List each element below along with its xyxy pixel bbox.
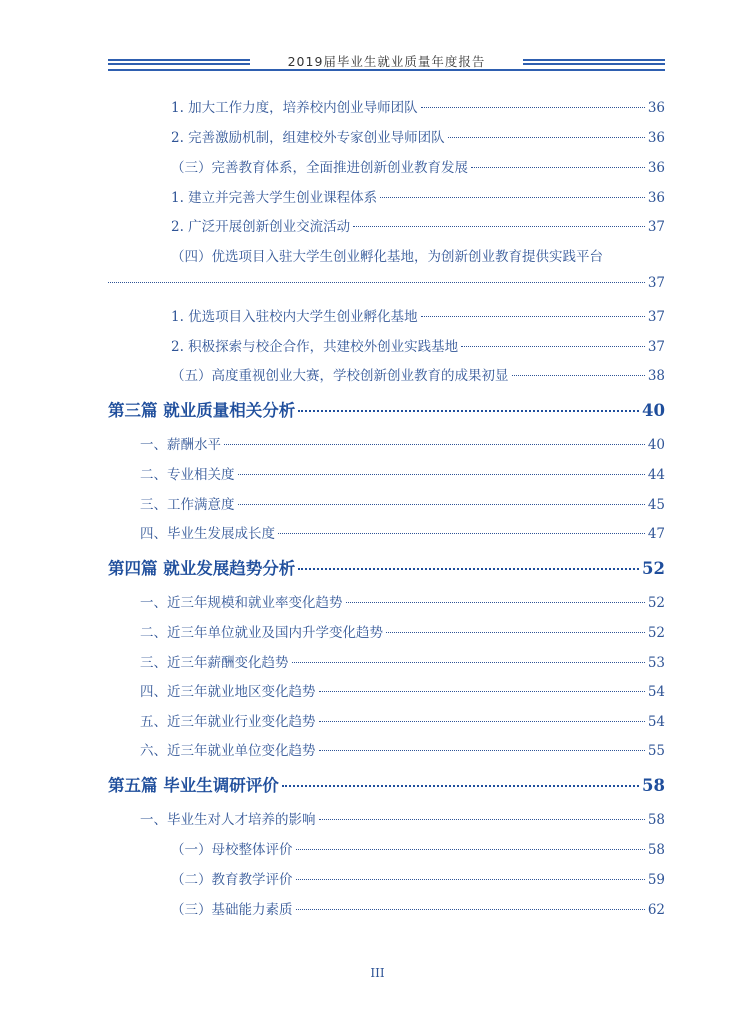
toc-entry[interactable] xyxy=(140,463,665,483)
toc-leader-dots xyxy=(238,474,645,475)
toc-leader-dots xyxy=(380,197,645,198)
toc-entry[interactable] xyxy=(171,305,665,325)
header-title: 2019届毕业生就业质量年度报告 xyxy=(287,54,486,69)
toc-leader-dots xyxy=(346,602,645,603)
toc-entry-title: 一、毕业生对人才培养的影响 xyxy=(140,812,316,828)
toc-part-heading[interactable] xyxy=(108,772,665,796)
toc-entry-page: 54 xyxy=(647,714,665,730)
toc-leader-dots xyxy=(298,568,639,570)
toc-leader-dots xyxy=(296,879,645,880)
toc-entry[interactable] xyxy=(140,680,665,700)
running-header xyxy=(108,52,665,72)
toc-entry-title: 二、近三年单位就业及国内升学变化趋势 xyxy=(140,625,383,641)
toc-entry-page: 37 xyxy=(647,309,665,325)
toc-leader-dots xyxy=(108,282,645,283)
toc-leader-dots xyxy=(353,226,645,227)
toc-leader-dots xyxy=(448,137,645,138)
toc-entry-page: 52 xyxy=(642,559,665,578)
toc-entry-page: 58 xyxy=(642,776,665,795)
toc-entry-page: 36 xyxy=(647,130,665,146)
toc-entry-title: 1. 优选项目入驻校内大学生创业孵化基地 xyxy=(171,309,418,325)
toc-leader-dots xyxy=(319,819,645,820)
toc-entry-page: 58 xyxy=(647,842,665,858)
toc-entry-title: （五）高度重视创业大赛，学校创新创业教育的成果初显 xyxy=(171,368,509,384)
toc-entry-title: 五、近三年就业行业变化趋势 xyxy=(140,714,316,730)
toc-leader-dots xyxy=(278,533,645,534)
toc-leader-dots xyxy=(319,721,645,722)
toc-entry-title: 三、近三年薪酬变化趋势 xyxy=(140,655,289,671)
toc-entry[interactable] xyxy=(171,335,665,355)
header-rule-left-bottom xyxy=(108,63,250,65)
toc-entry-page: 44 xyxy=(647,467,665,483)
toc-entry-title: （一）母校整体评价 xyxy=(171,842,293,858)
toc-leader-dots xyxy=(224,444,645,445)
toc-entry-title: 1. 加大工作力度，培养校内创业导师团队 xyxy=(171,100,418,116)
toc-entry-page: 38 xyxy=(647,368,665,384)
toc-leader-dots xyxy=(421,316,645,317)
toc-leader-dots xyxy=(282,785,639,787)
toc-leader-dots xyxy=(319,691,645,692)
toc-entry[interactable] xyxy=(140,591,665,611)
page-number: III xyxy=(370,966,385,980)
toc-leader-dots xyxy=(238,504,645,505)
toc-entry[interactable] xyxy=(171,96,665,116)
toc-entry[interactable] xyxy=(171,898,665,918)
toc-leader-dots xyxy=(296,909,645,910)
toc-leader-dots xyxy=(319,750,645,751)
toc-entry-title: 第五篇 毕业生调研评价 xyxy=(108,776,279,795)
toc-entry-page: 62 xyxy=(647,902,665,918)
toc-leader-dots xyxy=(386,632,645,633)
toc-entry[interactable] xyxy=(171,126,665,146)
header-rule-right-top xyxy=(523,59,665,61)
toc-entry-page: 37 xyxy=(647,275,665,291)
toc-entry[interactable] xyxy=(171,364,665,384)
toc-entry-title: 2. 完善激励机制，组建校外专家创业导师团队 xyxy=(171,130,445,146)
toc-entry[interactable] xyxy=(140,493,665,513)
toc-leader-dots xyxy=(461,346,645,347)
toc-entry[interactable] xyxy=(140,651,665,671)
toc-entry-page: 36 xyxy=(647,160,665,176)
toc-entry-page: 36 xyxy=(647,190,665,206)
toc-entry-continuation xyxy=(108,275,665,291)
toc-entry-page: 40 xyxy=(642,401,665,420)
toc-entry-page: 36 xyxy=(647,100,665,116)
toc-leader-dots xyxy=(296,849,645,850)
toc-entry[interactable] xyxy=(140,808,665,828)
header-rule-left-top xyxy=(108,59,250,61)
toc-entry-title: 二、专业相关度 xyxy=(140,467,235,483)
toc-entry-page: 37 xyxy=(647,219,665,235)
toc-entry-page: 52 xyxy=(647,625,665,641)
toc-entry-title: 2. 广泛开展创新创业交流活动 xyxy=(171,219,351,235)
toc-entry-title: 第三篇 就业质量相关分析 xyxy=(108,401,296,420)
toc-entry-page: 45 xyxy=(647,497,665,513)
toc-entry-title: 第四篇 就业发展趋势分析 xyxy=(108,559,296,578)
toc-entry-title: 六、近三年就业单位变化趋势 xyxy=(140,743,316,759)
toc-entry-page: 53 xyxy=(647,655,665,671)
toc-entry-title: 四、毕业生发展成长度 xyxy=(140,526,275,542)
toc-entry[interactable] xyxy=(140,522,665,542)
toc-entry-title: （三）基础能力素质 xyxy=(171,902,293,918)
toc-entry-title: （二）教育教学评价 xyxy=(171,872,293,888)
toc-entry-page: 55 xyxy=(647,743,665,759)
toc-entry[interactable] xyxy=(140,739,665,759)
toc-entry-title: （三）完善教育体系，全面推进创新创业教育发展 xyxy=(171,160,468,176)
toc-entry-title: 一、近三年规模和就业率变化趋势 xyxy=(140,595,343,611)
toc-entry-title: 三、工作满意度 xyxy=(140,497,235,513)
header-rule-right-bottom xyxy=(523,63,665,65)
toc-entry[interactable] xyxy=(171,215,665,235)
toc-entry[interactable] xyxy=(171,186,665,206)
toc-leader-dots xyxy=(292,662,645,663)
toc-entry-page: 58 xyxy=(647,812,665,828)
toc-entry[interactable] xyxy=(171,156,665,176)
toc-leader-dots xyxy=(298,410,639,412)
toc-leader-dots xyxy=(471,167,645,168)
toc-entry-page: 52 xyxy=(647,595,665,611)
toc-entry-page: 59 xyxy=(647,872,665,888)
toc-part-heading[interactable] xyxy=(108,555,665,579)
toc-leader-dots xyxy=(421,107,645,108)
toc-leader-dots xyxy=(512,375,645,376)
toc-entry-page: 47 xyxy=(647,526,665,542)
toc-entry-page: 54 xyxy=(647,684,665,700)
toc-part-heading[interactable] xyxy=(108,397,665,421)
toc-entry[interactable] xyxy=(140,621,665,641)
toc-entry-title: 1. 建立并完善大学生创业课程体系 xyxy=(171,190,378,206)
toc-entry-page: 37 xyxy=(647,339,665,355)
toc-entry-title: 四、近三年就业地区变化趋势 xyxy=(140,684,316,700)
toc-entry-title: 一、薪酬水平 xyxy=(140,437,221,453)
toc-entry-title: 2. 积极探索与校企合作，共建校外创业实践基地 xyxy=(171,339,459,355)
toc-entry[interactable] xyxy=(140,710,665,730)
toc-entry[interactable] xyxy=(171,838,665,858)
toc-entry[interactable] xyxy=(140,433,665,453)
toc-entry-page: 40 xyxy=(647,437,665,453)
toc-entry[interactable] xyxy=(171,868,665,888)
toc-entry-title: （四）优选项目入驻大学生创业孵化基地，为创新创业教育提供实践平台 xyxy=(171,249,603,265)
